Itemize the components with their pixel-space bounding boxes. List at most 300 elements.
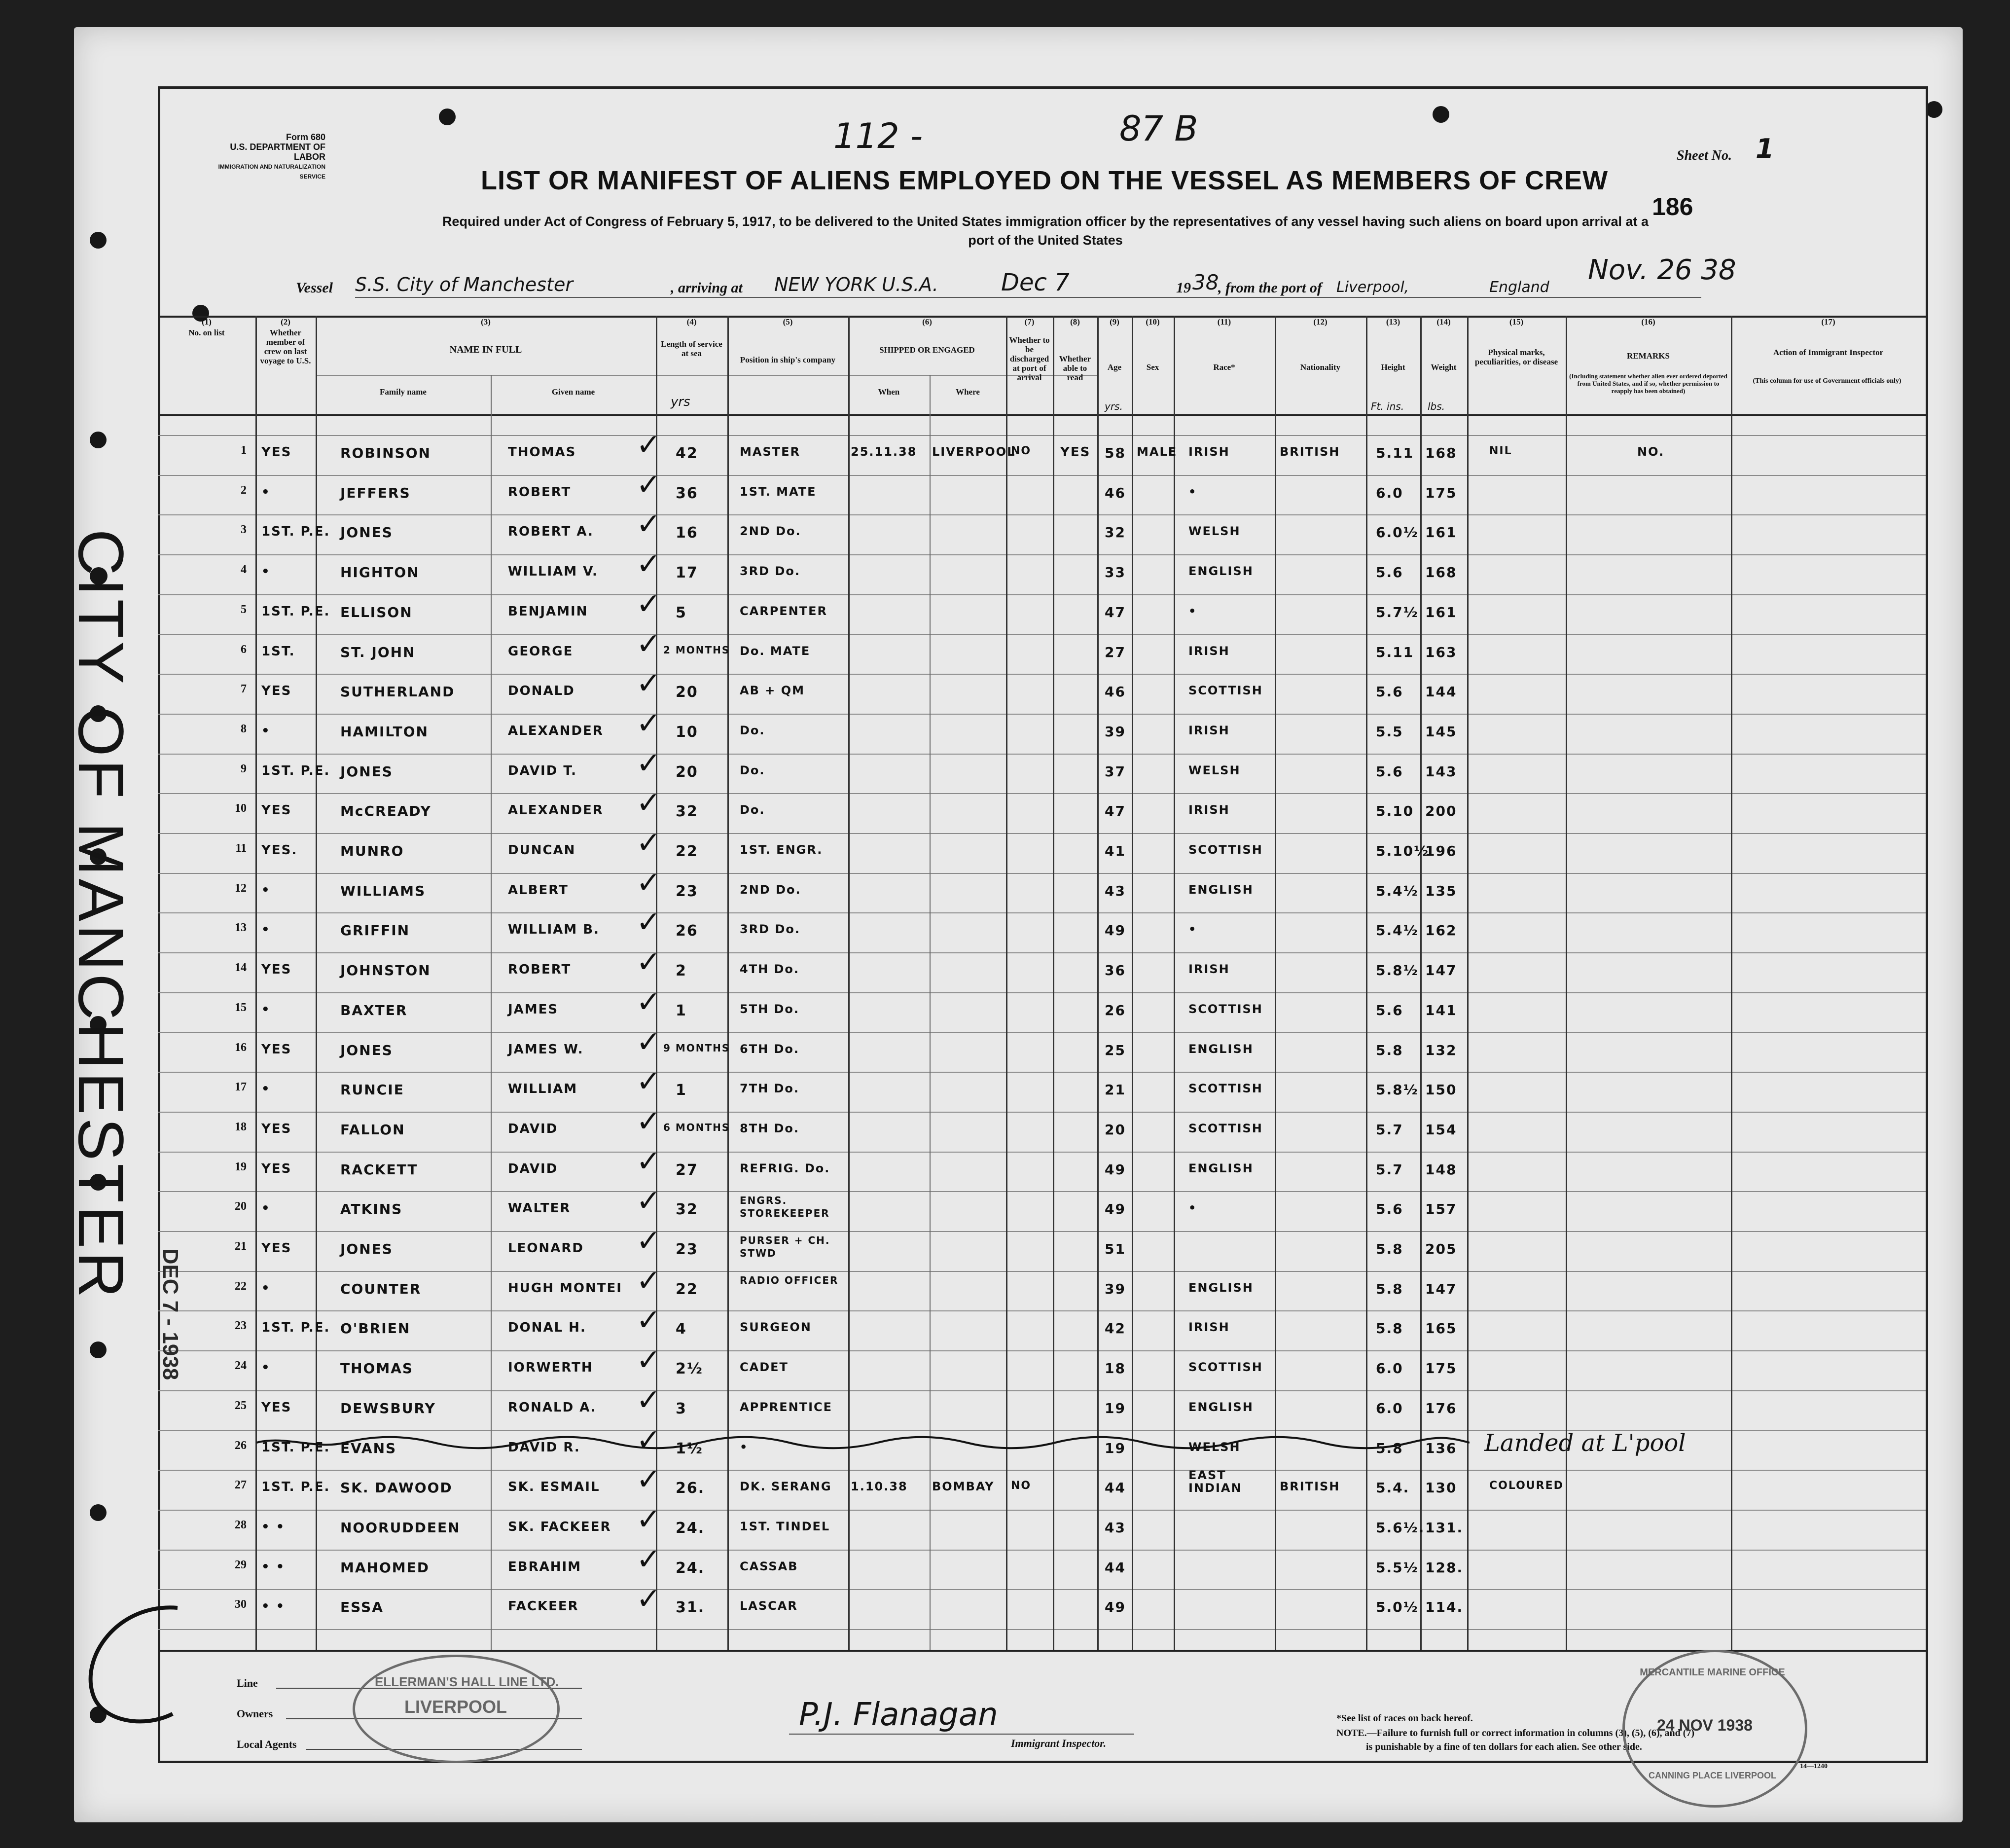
column-number: (15) bbox=[1509, 317, 1524, 326]
header-bottom-rule bbox=[158, 414, 1926, 416]
cell-height: 5.6½. bbox=[1376, 1520, 1425, 1536]
cell-family: HAMILTON bbox=[340, 724, 429, 740]
column-number: (4) bbox=[686, 317, 697, 326]
cell-age: 19 bbox=[1105, 1440, 1126, 1456]
cell-given: DAVID bbox=[508, 1161, 558, 1176]
cell-height: 6.0 bbox=[1376, 1360, 1403, 1377]
penalty-note-2: is punishable by a fine of ten dollars for each alien. See other side. bbox=[1366, 1741, 1642, 1752]
cell-service: 16 bbox=[676, 524, 698, 542]
column-number: (17) bbox=[1821, 317, 1835, 326]
cell-family: SK. DAWOOD bbox=[340, 1480, 453, 1496]
column-number: (5) bbox=[783, 317, 793, 326]
column-number: (16) bbox=[1641, 317, 1655, 326]
row-rule bbox=[158, 1072, 1926, 1073]
cell-weight: 114. bbox=[1425, 1599, 1464, 1615]
cell-prev: YES bbox=[261, 684, 292, 698]
unit-years-age: yrs. bbox=[1105, 400, 1123, 412]
cell-given: WALTER bbox=[508, 1201, 571, 1216]
cell-race: SCOTTISH bbox=[1188, 1122, 1263, 1135]
cell-family: ST. JOHN bbox=[340, 644, 416, 660]
cell-family: THOMAS bbox=[340, 1360, 414, 1377]
row-rule bbox=[158, 1629, 1926, 1630]
cell-prev: • bbox=[261, 1360, 271, 1375]
cell-height: 5.10½ bbox=[1376, 843, 1430, 859]
cell-discharged: NO bbox=[1011, 445, 1032, 457]
cell-given: LEONARD bbox=[508, 1241, 584, 1256]
cell-service: 22 bbox=[676, 1281, 698, 1298]
unit-weight: lbs. bbox=[1428, 400, 1445, 412]
cell-when: 25.11.38 bbox=[851, 445, 917, 459]
row-number: 9 bbox=[241, 762, 247, 775]
service-name: IMMIGRATION AND NATURALIZATION SERVICE bbox=[218, 163, 325, 180]
column-number: (10) bbox=[1146, 317, 1160, 326]
column-header: Position in ship's company bbox=[740, 355, 836, 364]
row-rule bbox=[158, 1032, 1926, 1033]
cell-prev: • • bbox=[261, 1559, 286, 1574]
arriving-label: , arriving at bbox=[671, 280, 743, 296]
cell-prev: • • bbox=[261, 1599, 286, 1614]
row-rule bbox=[158, 1350, 1926, 1351]
cell-position: MASTER bbox=[740, 445, 800, 459]
cell-given: ALBERT bbox=[508, 883, 569, 898]
shipping-line-stamp-text: ELLERMAN'S HALL LINE LTD. bbox=[375, 1674, 559, 1689]
row-rule bbox=[158, 1310, 1926, 1311]
cell-age: 49 bbox=[1105, 1599, 1126, 1615]
tick-mark-icon: ✓ bbox=[636, 945, 661, 979]
row-number: 19 bbox=[235, 1160, 247, 1173]
tick-mark-icon: ✓ bbox=[636, 428, 661, 462]
row-number: 10 bbox=[235, 802, 247, 815]
cell-height: 5.8½ bbox=[1376, 1082, 1419, 1098]
cell-family: ATKINS bbox=[340, 1201, 403, 1217]
cell-family: MAHOMED bbox=[340, 1559, 430, 1576]
cell-prev: • bbox=[261, 485, 271, 500]
cell-nationality: BRITISH bbox=[1280, 445, 1340, 459]
given-name-head: Given name bbox=[551, 387, 595, 397]
cell-sex: MALE bbox=[1137, 445, 1178, 459]
cell-height: 5.7 bbox=[1376, 1161, 1403, 1178]
row-rule bbox=[158, 833, 1926, 834]
cell-age: 33 bbox=[1105, 564, 1126, 580]
row-rule bbox=[158, 594, 1926, 595]
cell-marks: NIL bbox=[1489, 445, 1512, 457]
row-rule bbox=[158, 1191, 1926, 1192]
cell-height: 5.4½ bbox=[1376, 883, 1419, 899]
cell-prev: 1ST. P.E. bbox=[261, 763, 330, 778]
cell-weight: 175 bbox=[1425, 1360, 1457, 1377]
row-number: 4 bbox=[241, 563, 247, 576]
cell-service: 3 bbox=[676, 1400, 687, 1417]
mercantile-marine-stamp-top: MERCANTILE MARINE OFFICE bbox=[1640, 1667, 1785, 1678]
cell-service: 17 bbox=[676, 564, 698, 581]
cell-family: NOORUDDEEN bbox=[340, 1520, 461, 1536]
column-header: Length of service at sea bbox=[661, 339, 722, 358]
cell-weight: 148 bbox=[1425, 1161, 1457, 1178]
cell-race: SCOTTISH bbox=[1188, 684, 1263, 697]
cell-weight: 147 bbox=[1425, 962, 1457, 978]
row-number: 5 bbox=[241, 603, 247, 616]
from-port-label: , from the port of bbox=[1218, 280, 1322, 296]
when-head: When bbox=[878, 387, 900, 397]
cell-prev: YES bbox=[261, 1241, 292, 1256]
tick-mark-icon: ✓ bbox=[636, 826, 661, 860]
cell-family: O'BRIEN bbox=[340, 1320, 411, 1337]
owners-label: Owners bbox=[237, 1707, 273, 1720]
row-number: 8 bbox=[241, 723, 247, 735]
row-number: 17 bbox=[235, 1081, 247, 1093]
page-title: LIST OR MANIFEST OF ALIENS EMPLOYED ON THE VESSEL AS MEMBERS OF CREW bbox=[481, 166, 1609, 195]
cell-nationality: BRITISH bbox=[1280, 1480, 1340, 1493]
cell-position: 7TH Do. bbox=[740, 1082, 800, 1095]
cell-service: 10 bbox=[676, 724, 698, 741]
cell-prev: 1ST. P.E. bbox=[261, 1320, 330, 1335]
cell-marks: COLOURED bbox=[1489, 1480, 1564, 1492]
cell-service: 42 bbox=[676, 445, 698, 462]
cell-age: 47 bbox=[1105, 803, 1126, 819]
cell-height: 5.6 bbox=[1376, 684, 1403, 700]
cell-age: 44 bbox=[1105, 1480, 1126, 1496]
cell-family: EVANS bbox=[340, 1440, 397, 1456]
cell-height: 5.4½ bbox=[1376, 922, 1419, 939]
handwritten-file-suffix: 87 B bbox=[1119, 109, 1198, 149]
row-rule bbox=[158, 1152, 1926, 1153]
row-rule bbox=[158, 793, 1926, 794]
cell-service: 24. bbox=[676, 1520, 705, 1537]
row-rule bbox=[158, 1112, 1926, 1113]
cell-age: 51 bbox=[1105, 1241, 1126, 1257]
cell-position: Do. bbox=[740, 763, 765, 777]
cell-position: ENGRS. STOREKEEPER bbox=[740, 1195, 830, 1219]
cell-prev: 1ST. P.E. bbox=[261, 1480, 330, 1494]
cell-family: JOHNSTON bbox=[340, 962, 431, 978]
action-note: (This column for use of Government officials only) bbox=[1753, 377, 1902, 385]
vessel-name: S.S. City of Manchester bbox=[355, 274, 573, 295]
cell-weight: 161 bbox=[1425, 524, 1457, 541]
cell-weight: 168 bbox=[1425, 445, 1457, 461]
cell-age: 18 bbox=[1105, 1360, 1126, 1377]
cell-weight: 128. bbox=[1425, 1559, 1464, 1576]
cell-service: 24. bbox=[676, 1559, 705, 1577]
cell-given: HUGH MONTEI bbox=[508, 1281, 622, 1296]
cell-height: 5.8 bbox=[1376, 1320, 1403, 1337]
cell-age: 19 bbox=[1105, 1400, 1126, 1416]
row-number: 27 bbox=[235, 1479, 247, 1491]
tick-mark-icon: ✓ bbox=[636, 627, 661, 661]
unit-years-service: yrs bbox=[671, 395, 690, 409]
inspector-signature: P.J. Flanagan bbox=[799, 1697, 998, 1733]
cell-position: APPRENTICE bbox=[740, 1400, 833, 1414]
cell-position: 1ST. TINDEL bbox=[740, 1520, 830, 1533]
remarks-note: (Including statement whether alien ever ordered deported from United States, and if so, whether permission to reapply has been obtained) bbox=[1569, 372, 1727, 395]
cell-position: CADET bbox=[740, 1360, 789, 1374]
cell-race: EAST INDIAN bbox=[1188, 1468, 1242, 1495]
cell-race: SCOTTISH bbox=[1188, 1082, 1263, 1095]
row-rule bbox=[158, 912, 1926, 913]
cell-family: COUNTER bbox=[340, 1281, 422, 1297]
cell-race: • bbox=[1188, 485, 1197, 499]
cell-family: RUNCIE bbox=[340, 1082, 404, 1098]
cell-family: JONES bbox=[340, 763, 393, 780]
tick-mark-icon: ✓ bbox=[636, 1184, 661, 1218]
cell-prev: YES bbox=[261, 1122, 292, 1136]
tick-mark-icon: ✓ bbox=[636, 1582, 661, 1616]
cell-given: FACKEER bbox=[508, 1599, 579, 1614]
cell-prev: • bbox=[261, 883, 271, 898]
column-number: (2) bbox=[281, 317, 290, 326]
departure-port: Liverpool, bbox=[1336, 279, 1409, 296]
inspector-label: Immigrant Inspector. bbox=[1011, 1737, 1107, 1749]
cell-service: 23 bbox=[676, 883, 698, 900]
form-header bbox=[212, 132, 325, 181]
cell-prev: • bbox=[261, 564, 271, 579]
column-header: Sex bbox=[1146, 362, 1159, 372]
row-rule bbox=[158, 435, 1926, 436]
column-header: Physical marks, peculiarities, or disease bbox=[1474, 348, 1558, 366]
tick-mark-icon: ✓ bbox=[636, 905, 661, 940]
cell-given: SK. ESMAIL bbox=[508, 1480, 600, 1494]
tick-mark-icon: ✓ bbox=[636, 468, 661, 502]
cell-position: PURSER + CH. STWD bbox=[740, 1234, 830, 1259]
cell-position: 2ND Do. bbox=[740, 883, 801, 897]
cell-family: DEWSBURY bbox=[340, 1400, 436, 1416]
cell-service: 23 bbox=[676, 1241, 698, 1258]
cell-given: SK. FACKEER bbox=[508, 1520, 611, 1534]
cell-weight: 145 bbox=[1425, 724, 1457, 740]
tick-mark-icon: ✓ bbox=[636, 985, 661, 1019]
cell-weight: 157 bbox=[1425, 1201, 1457, 1217]
cell-position: RADIO OFFICER bbox=[740, 1274, 839, 1286]
row-rule bbox=[158, 554, 1926, 555]
cell-age: 46 bbox=[1105, 485, 1126, 501]
arrival-date: Dec 7 bbox=[1001, 269, 1070, 296]
cell-weight: 143 bbox=[1425, 763, 1457, 780]
cell-position: 1ST. ENGR. bbox=[740, 843, 823, 857]
cell-race: IRISH bbox=[1188, 962, 1230, 976]
cell-read: YES bbox=[1060, 445, 1091, 460]
cell-weight: 168 bbox=[1425, 564, 1457, 580]
cell-where: BOMBAY bbox=[932, 1480, 995, 1493]
cell-given: ROBERT bbox=[508, 962, 572, 977]
cell-position: Do. bbox=[740, 724, 765, 737]
cell-age: 36 bbox=[1105, 962, 1126, 978]
cell-prev: YES bbox=[261, 445, 292, 460]
row-number: 14 bbox=[235, 961, 247, 974]
cell-weight: 162 bbox=[1425, 922, 1457, 939]
column-header: NAME IN FULL bbox=[449, 344, 522, 355]
cell-height: 5.7½ bbox=[1376, 604, 1419, 620]
row-number: 15 bbox=[235, 1001, 247, 1014]
cell-service: 5 bbox=[676, 604, 687, 621]
sheet-number: 1 bbox=[1756, 133, 1774, 164]
cell-service: 4 bbox=[676, 1320, 687, 1338]
cell-service: 1 bbox=[676, 1082, 687, 1099]
cell-given: JAMES W. bbox=[508, 1042, 584, 1057]
shipping-line-stamp-city: LIVERPOOL bbox=[404, 1697, 507, 1717]
row-rule bbox=[158, 674, 1926, 675]
cell-family: JONES bbox=[340, 1241, 393, 1257]
cell-weight: 205 bbox=[1425, 1241, 1457, 1257]
cell-age: 44 bbox=[1105, 1559, 1126, 1576]
cell-race: SCOTTISH bbox=[1188, 843, 1263, 857]
row-rule bbox=[158, 714, 1926, 715]
cell-given: BENJAMIN bbox=[508, 604, 588, 619]
cell-given: ROBERT bbox=[508, 485, 572, 500]
cell-prev: • bbox=[261, 724, 271, 738]
cell-race: IRISH bbox=[1188, 803, 1230, 817]
cell-height: 5.6 bbox=[1376, 1201, 1403, 1217]
cell-age: 25 bbox=[1105, 1042, 1126, 1058]
column-number: (12) bbox=[1313, 317, 1328, 326]
cell-position: 1ST. MATE bbox=[740, 485, 817, 499]
row-rule bbox=[158, 475, 1926, 476]
row-number: 13 bbox=[235, 921, 247, 934]
row-number: 23 bbox=[235, 1319, 247, 1332]
cell-age: 43 bbox=[1105, 883, 1126, 899]
cell-weight: 154 bbox=[1425, 1122, 1457, 1138]
cell-position: 3RD Do. bbox=[740, 564, 800, 578]
tick-mark-icon: ✓ bbox=[636, 1502, 661, 1537]
column-number: (14) bbox=[1436, 317, 1451, 326]
column-header: Action of Immigrant Inspector bbox=[1773, 348, 1884, 357]
cell-race: IRISH bbox=[1188, 445, 1230, 459]
unit-height: Ft. ins. bbox=[1371, 400, 1404, 412]
cell-height: 5.6 bbox=[1376, 564, 1403, 580]
cell-service: 20 bbox=[676, 763, 698, 781]
cell-family: JEFFERS bbox=[340, 485, 411, 501]
strike-through-row-26 bbox=[256, 1433, 1470, 1452]
cell-height: 5.6 bbox=[1376, 763, 1403, 780]
cell-prev: • bbox=[261, 1201, 271, 1216]
cell-weight: 175 bbox=[1425, 485, 1457, 501]
cell-service: 32 bbox=[676, 1201, 698, 1218]
cell-age: 39 bbox=[1105, 724, 1126, 740]
row-number: 12 bbox=[235, 882, 247, 895]
header-sub-rule bbox=[316, 375, 1097, 376]
cell-family: JONES bbox=[340, 1042, 393, 1058]
cell-height: 5.7 bbox=[1376, 1122, 1403, 1138]
row-rule bbox=[158, 952, 1926, 953]
cell-where: LIVERPOOL bbox=[932, 445, 1016, 459]
row-rule bbox=[158, 1550, 1926, 1551]
mercantile-marine-stamp-date: 24 NOV 1938 bbox=[1657, 1716, 1753, 1734]
column-header: Whether member of crew on last voyage to U.S. bbox=[260, 328, 311, 365]
cell-prev: YES bbox=[261, 1161, 292, 1176]
subtitle bbox=[247, 212, 1844, 250]
cell-family: HIGHTON bbox=[340, 564, 420, 580]
tick-mark-icon: ✓ bbox=[636, 1224, 661, 1258]
cell-weight: 135 bbox=[1425, 883, 1457, 899]
cell-given: DONAL H. bbox=[508, 1320, 586, 1335]
mercantile-marine-stamp-bottom: CANNING PLACE LIVERPOOL bbox=[1648, 1771, 1776, 1780]
cell-family: GRIFFIN bbox=[340, 922, 410, 939]
column-number: (6) bbox=[922, 317, 932, 326]
cell-weight: 196 bbox=[1425, 843, 1457, 859]
tick-mark-icon: ✓ bbox=[636, 866, 661, 900]
line-label: Line bbox=[237, 1677, 258, 1689]
cell-race: ENGLISH bbox=[1188, 883, 1254, 897]
cell-service: 36 bbox=[676, 485, 698, 502]
cell-weight: 144 bbox=[1425, 684, 1457, 700]
cell-position: DK. SERANG bbox=[740, 1480, 832, 1493]
form-print-code: 14—1240 bbox=[1800, 1763, 1828, 1770]
cell-age: 21 bbox=[1105, 1082, 1126, 1098]
column-header: Height bbox=[1381, 362, 1405, 372]
cell-height: 6.0 bbox=[1376, 485, 1403, 501]
column-header: Nationality bbox=[1300, 362, 1341, 372]
cell-service: 2 bbox=[676, 962, 687, 979]
cell-prev: 1ST. P.E. bbox=[261, 604, 330, 619]
column-number: (1) bbox=[202, 317, 212, 326]
sheet-label: Sheet No. bbox=[1677, 148, 1732, 163]
row-number: 30 bbox=[235, 1598, 247, 1611]
side-stamp-ship-name: CITY OF MANCHESTER bbox=[65, 529, 137, 1301]
row-rule bbox=[158, 1390, 1926, 1391]
cell-given: GEORGE bbox=[508, 644, 574, 659]
cell-height: 6.0 bbox=[1376, 1400, 1403, 1416]
cell-weight: 200 bbox=[1425, 803, 1457, 819]
cell-height: 5.8 bbox=[1376, 1281, 1403, 1297]
cell-prev: • • bbox=[261, 1520, 286, 1534]
cell-family: MUNRO bbox=[340, 843, 404, 859]
cell-position: 4TH Do. bbox=[740, 962, 800, 976]
tick-mark-icon: ✓ bbox=[636, 1303, 661, 1338]
cell-age: 49 bbox=[1105, 922, 1126, 939]
tick-mark-icon: ✓ bbox=[636, 547, 661, 581]
cell-service: 22 bbox=[676, 843, 698, 860]
family-name-head: Family name bbox=[380, 387, 427, 397]
row-rule bbox=[158, 1510, 1926, 1511]
row-number: 22 bbox=[235, 1280, 247, 1293]
cell-height: 5.10 bbox=[1376, 803, 1414, 819]
cell-prev: • bbox=[261, 1281, 271, 1296]
row-number: 16 bbox=[235, 1041, 247, 1054]
cell-weight: 136 bbox=[1425, 1440, 1457, 1456]
handwritten-file-number: 112 - bbox=[833, 116, 923, 156]
binder-hole bbox=[1926, 101, 1942, 118]
cell-age: 42 bbox=[1105, 1320, 1126, 1337]
cell-service: 27 bbox=[676, 1161, 698, 1179]
row-number: 20 bbox=[235, 1200, 247, 1213]
subtitle-line-1: Required under Act of Congress of February 5, 1917, to be delivered to the United States immigration officer by the representatives of any vessel having such aliens on board upon arrival at a bbox=[442, 214, 1649, 229]
cell-weight: 147 bbox=[1425, 1281, 1457, 1297]
cell-service: 26. bbox=[676, 1480, 705, 1497]
cell-position: 2ND Do. bbox=[740, 524, 801, 538]
cell-weight: 161 bbox=[1425, 604, 1457, 620]
cell-family: BAXTER bbox=[340, 1002, 408, 1018]
cell-service: 31. bbox=[676, 1599, 705, 1616]
cell-position: 8TH Do. bbox=[740, 1122, 800, 1135]
cell-age: 43 bbox=[1105, 1520, 1126, 1536]
cell-weight: 130 bbox=[1425, 1480, 1457, 1496]
cell-race: ENGLISH bbox=[1188, 1161, 1254, 1175]
cell-prev: • bbox=[261, 922, 271, 937]
cell-height: 5.4. bbox=[1376, 1480, 1410, 1496]
cell-family: RACKETT bbox=[340, 1161, 418, 1178]
tick-mark-icon: ✓ bbox=[636, 666, 661, 701]
column-header: No. on list bbox=[188, 328, 225, 337]
cell-position: AB + QM bbox=[740, 684, 805, 697]
agents-label: Local Agents bbox=[237, 1738, 297, 1750]
binder-hole bbox=[90, 1504, 107, 1521]
cell-service: 1½ bbox=[676, 1440, 703, 1457]
side-stamp-date: DEC 7 - 1938 bbox=[158, 1248, 182, 1380]
cell-remarks: NO. bbox=[1637, 445, 1665, 459]
cell-service: 9 MONTHS bbox=[663, 1042, 730, 1054]
col-divider-3a bbox=[491, 375, 492, 1650]
pen-mark-curve bbox=[59, 1598, 187, 1736]
row-number: 25 bbox=[235, 1399, 247, 1412]
cell-age: 20 bbox=[1105, 1122, 1126, 1138]
